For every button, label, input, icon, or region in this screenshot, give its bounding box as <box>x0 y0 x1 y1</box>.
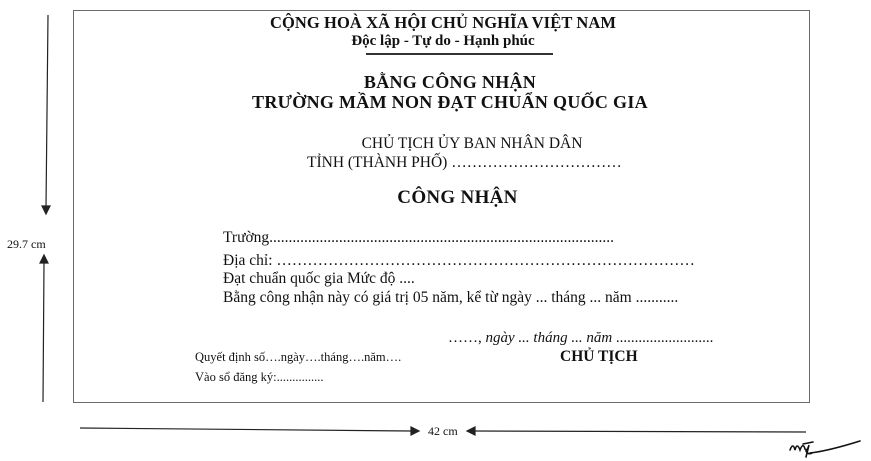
signer-title: CHỦ TỊCH <box>560 348 638 365</box>
registration-entry: Vào sổ đăng ký:............... <box>195 370 324 384</box>
height-arrow-up-icon <box>40 255 48 402</box>
date-place: ……, <box>448 330 482 346</box>
validity-field: Bằng công nhận này có giá trị 05 năm, kể từ ngày ... tháng ... năm ........... <box>223 289 679 306</box>
motto: Độc lập - Tự do - Hạnh phúc <box>351 33 535 49</box>
issuer-province: TỈNH (THÀNH PHỐ) …………………………… <box>307 154 622 171</box>
height-arrow-down-icon <box>42 15 50 214</box>
date-text: ngày ... tháng ... năm <box>481 330 616 346</box>
national-title: CỘNG HOÀ XÃ HỘI CHỦ NGHĨA VIỆT NAM <box>269 13 617 32</box>
height-dimension-label: 29.7 cm <box>7 237 46 251</box>
school-field: Trường......................................................................................... <box>223 229 615 246</box>
address-field: Địa chỉ: ……………………………………………………………………… <box>223 252 695 269</box>
recognition-heading: CÔNG NHẬN <box>397 187 518 208</box>
width-arrow-right-icon <box>80 427 419 435</box>
width-dimension-label: 42 cm <box>428 424 458 438</box>
width-arrow-left-icon <box>467 427 806 435</box>
certificate-subtitle: TRƯỜNG MẦM NON ĐẠT CHUẨN QUỐC GIA <box>252 92 648 112</box>
issuer-title: CHỦ TỊCH ỦY BAN NHÂN DÂN <box>361 135 583 152</box>
date-dots: .......................... <box>615 330 714 346</box>
decision-number: Quyết định số….ngày….tháng….năm…. <box>195 350 402 364</box>
signature-scribble-icon <box>790 441 860 457</box>
standard-level-field: Đạt chuẩn quốc gia Mức độ .... <box>223 270 415 287</box>
certificate-title: BẰNG CÔNG NHẬN <box>363 72 537 92</box>
